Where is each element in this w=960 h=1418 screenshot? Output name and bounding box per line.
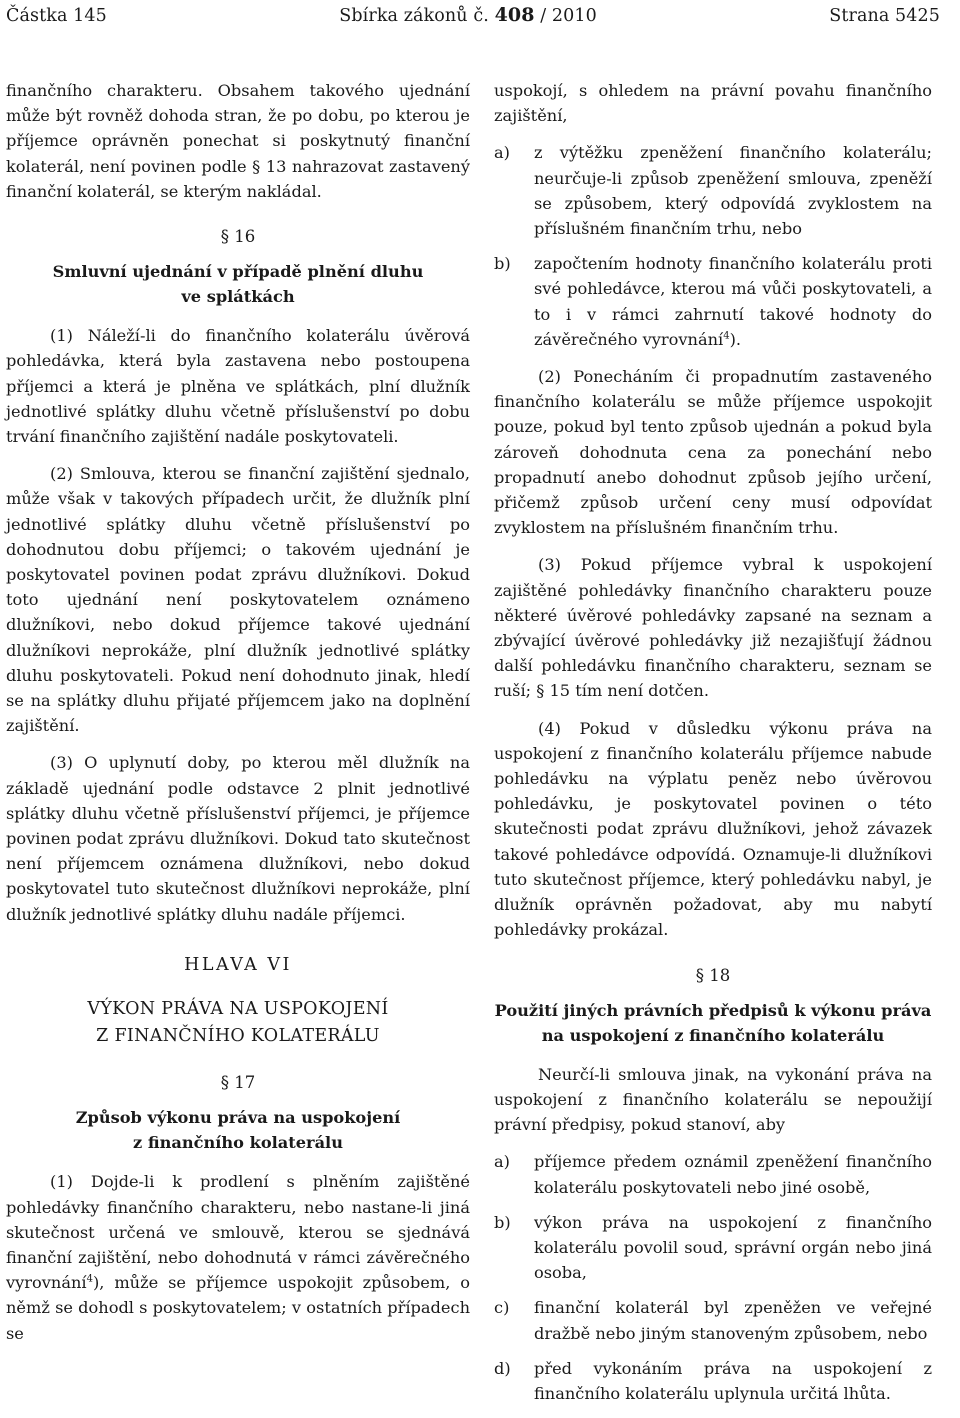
list-text-tail: ).: [729, 329, 742, 349]
header-collection-label: Sbírka zákonů č.: [339, 6, 489, 26]
section-18-title-line1: Použití jiných právních předpisů k výkonu práva: [494, 1000, 932, 1020]
chapter-title-line1: VÝKON PRÁVA NA USPOKOJENÍ: [87, 999, 389, 1020]
chapter-label: HLAVA VI: [184, 954, 292, 975]
list-item: [494, 1356, 932, 1406]
list-text: příjemce předem oznámil zpeněžení finančního kolaterálu poskytovateli nebo jiné osobě,: [534, 1152, 932, 1197]
section-18-number: § 18: [695, 965, 731, 985]
section-17-list: [494, 140, 932, 352]
section-17-paragraph-3: (3) Pokud příjemce vybral k uspokojení zajištěné pohledávky finančního charakteru pouze některé úvěrové pohledávky zapsané na seznam a zbývající úvěrové pohledávky již nezajišťují žádnou další pohledávku finančního charakteru, seznam se ruší; § 15 tím není dotčen.: [494, 555, 932, 701]
section-17-number: § 17: [220, 1073, 256, 1093]
section-17-paragraph-1-text: (1) Dojde-li k prodlení s plněním zajištěné pohledávky finančního charakteru, nebo nastane-li jiná skutečnost určená ve smlouvě, kterou se sjednává finanční zajištění, nebo dohodnutá v rámci závěrečného vyrovnání: [6, 1172, 470, 1293]
section-18-paragraph-1: Neurčí-li smlouva jinak, na vykonání práva na uspokojení z finančního kolaterálu se nepoužijí právní předpisy, pokud stanoví, aby: [494, 1064, 932, 1135]
list-marker: a): [494, 1152, 510, 1172]
footnote-ref[interactable]: 4: [723, 330, 730, 342]
list-text: z výtěžku zpeněžení finančního kolaterálu; neurčuje-li způsob zpeněžení smlouva, zpeněží se způsobem, který odpovídá zvyklostem na příslušném finančním trhu, nebo: [534, 143, 932, 239]
list-text: [534, 251, 932, 352]
section-18-list: [494, 1149, 932, 1406]
chapter-title: [6, 996, 470, 1050]
section-17-title-line2: z finančního kolaterálu: [133, 1133, 343, 1153]
list-item: [494, 251, 932, 352]
list-marker: c): [494, 1298, 510, 1318]
list-text-body: započtením hodnoty finančního kolaterálu proti své pohledávce, kterou má vůči poskytovateli, a to i v rámci zahrnutí takové hodnoty do závěrečného vyrovnání: [534, 254, 932, 349]
section-17-title-line1: Způsob výkonu práva na uspokojení: [75, 1108, 401, 1128]
section-16-paragraph-2: (2) Smlouva, kterou se finanční zajištění sjednalo, může však v takových případech určit, že dlužník plní jednotlivé splátky dluhu včetně příslušenství po dohodnutou dobu příjemci; o takovém ujednání je poskytovatel povinen podat zprávu dlužníkovi. Dokud toto ujednání není poskytovatelem oznámeno dlužníkovi, nebo dokud příjemce takové ujednání dlužníkovi neprokáže, plní dlužník jednotlivé splátky dluhu poskytovateli. Pokud není dohodnuto jinak, hledí se na splátky dluhu přijaté příjemcem jako na doplnění zajištění.: [6, 464, 470, 736]
section-16-title: [6, 259, 470, 309]
section-18-title: [494, 998, 932, 1048]
section-17-title: [6, 1105, 470, 1155]
section-16-paragraph-3: (3) O uplynutí doby, po kterou měl dlužník na základě ujednání podle odstavce 2 plnit jednotlivé splátky dluhu včetně příslušenství příjemci, je příjemce povinen podat zprávu dlužníkovi. Dokud tato skutečnost není příjemcem oznámena dlužníkovi, nebo dokud poskytovatel tuto skutečnost dlužníkovi neprokáže, plní dlužník jednotlivé splátky dluhu nadále příjemci.: [6, 753, 470, 924]
section-17-paragraph-2: (2) Ponecháním či propadnutím zastaveného finančního kolaterálu se může příjemce uspokojit pouze, pokud byl tento způsob ujednán a pokud byla zároveň dohodnuta cena za ponechání nebo propadnutí anebo dohodnut způsob jejího určení, přičemž způsob určení ceny musí odpovídat zvyklostem na příslušném finančním trhu.: [494, 367, 932, 538]
section-17-paragraph-4: (4) Pokud v důsledku výkonu práva na uspokojení z finančního kolaterálu příjemce nabude pohledávku na výplatu peněz nebo úvěrovou pohledávku, je poskytovatel povinen o této skutečnosti podat zprávu dlužníkovi, jehož závazek takové pohledávce odpovídá. Oznamuje-li dlužníkovi tuto skutečnost příjemce, který pohledávku nabyl, je dlužník oprávněn požadovat, aby mu nabytí pohledávky prokázal.: [494, 718, 932, 940]
section-16-title-line2: ve splátkách: [181, 287, 295, 307]
list-text: výkon práva na uspokojení z finančního kolaterálu povolil soud, správní orgán nebo jiná osoba,: [534, 1212, 932, 1283]
list-item: [494, 1210, 932, 1286]
header-issue-number: 408: [494, 4, 535, 26]
section-16-title-line1: Smluvní ujednání v případě plnění dluhu: [52, 262, 424, 282]
intro-paragraph: finančního charakteru. Obsahem takového ujednání může být rovněž dohoda stran, že po dobu, po kterou je příjemce oprávněn ponechat si poskytnutý finanční kolaterál, není povinen podle § 13 nahrazovat zastavený finanční kolaterál, se kterým nakládal.: [6, 81, 470, 201]
header-part: Částka 145: [6, 6, 107, 26]
list-text: finanční kolaterál byl zpeněžen ve veřejné dražbě nebo jiným stanoveným způsobem, nebo: [534, 1298, 932, 1343]
header-collection: [339, 4, 597, 26]
chapter-title-line2: Z FINANČNÍHO KOLATERÁLU: [96, 1026, 380, 1047]
section-16-paragraph-1: (1) Náleží-li do finančního kolaterálu úvěrová pohledávka, která byla zastavena nebo postoupena příjemci a která je plněna ve splátkách, plní dlužník jednotlivé splátky dluhu včetně příslušenství po dobu trvání finančního zajištění nadále poskytovateli.: [6, 326, 470, 447]
header-page-number: Strana 5425: [829, 6, 940, 26]
page-header: [6, 4, 940, 30]
header-year: / 2010: [540, 6, 597, 26]
list-item: [494, 1149, 932, 1199]
left-column: [6, 78, 470, 1358]
footnote-ref[interactable]: 4: [86, 1273, 93, 1285]
section-17-paragraph-1: [6, 1169, 470, 1345]
list-marker: b): [494, 1212, 511, 1232]
list-marker: d): [494, 1358, 511, 1378]
section-16-number: § 16: [220, 227, 256, 247]
right-column: [494, 78, 932, 1418]
list-item: [494, 1295, 932, 1345]
list-item: [494, 140, 932, 241]
list-marker: b): [494, 254, 511, 274]
section-18-title-line2: na uspokojení z finančního kolaterálu: [541, 1025, 885, 1045]
section-17-paragraph-1-tail: ), může se příjemce uspokojit způsobem, o němž se dohodl s poskytovatelem; v ostatních případech se: [6, 1273, 470, 1343]
list-marker: a): [494, 143, 510, 163]
list-text: před vykonáním práva na uspokojení z finančního kolaterálu uplynula určitá lhůta.: [534, 1358, 932, 1403]
right-intro-paragraph: uspokojí, s ohledem na právní povahu finančního zajištění,: [494, 81, 932, 126]
